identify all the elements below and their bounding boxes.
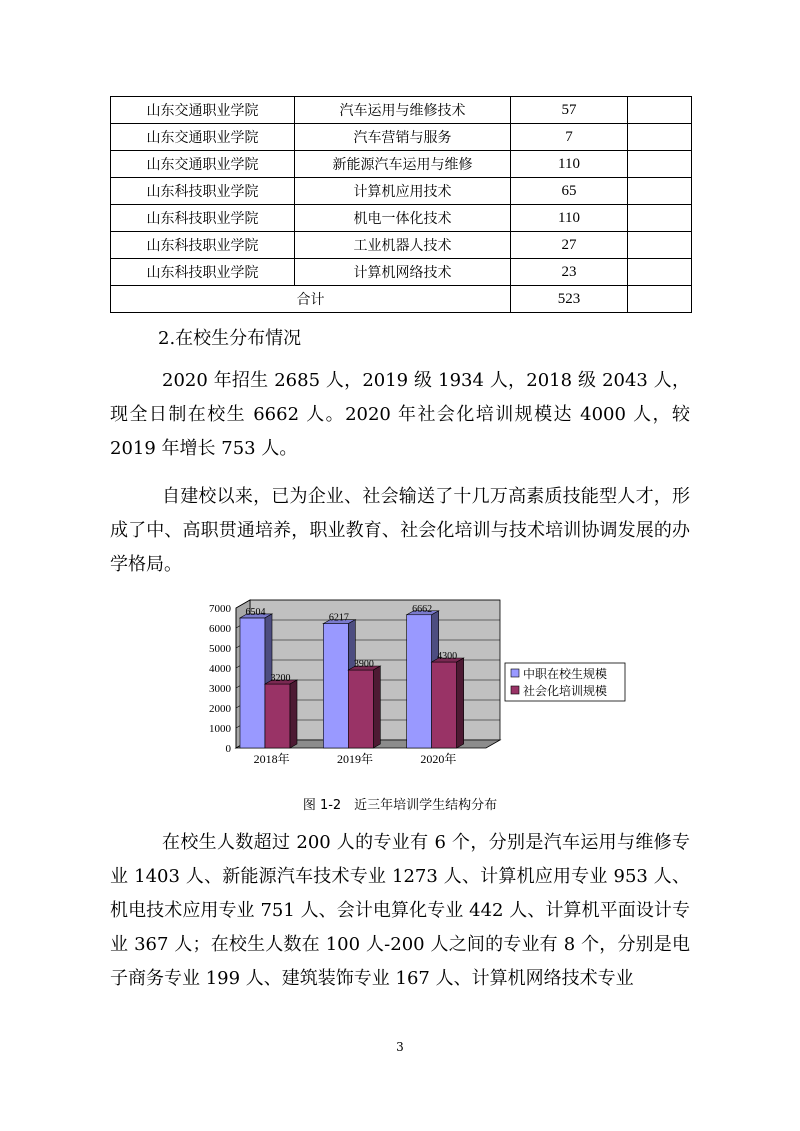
major-cell: 汽车运用与维修技术	[295, 97, 511, 124]
y-tick-label: 0	[225, 743, 231, 755]
table-row	[111, 205, 692, 232]
school-cell: 山东交通职业学院	[111, 151, 295, 178]
table-row	[111, 97, 692, 124]
major-cell: 工业机器人技术	[295, 232, 511, 259]
data-label: 6504	[245, 606, 266, 618]
bar	[407, 615, 432, 748]
bar-side	[373, 666, 380, 748]
bar	[432, 662, 457, 748]
note-cell	[628, 205, 692, 232]
note-cell	[628, 259, 692, 286]
count-cell: 23	[511, 259, 628, 286]
x-tick-label: 2019年	[336, 752, 374, 766]
total-row	[111, 286, 692, 313]
school-cell: 山东科技职业学院	[111, 259, 295, 286]
total-label: 合计	[111, 286, 511, 313]
y-tick-label: 1000	[209, 723, 231, 735]
legend-label: 社会化培训规模	[523, 684, 608, 698]
total-value: 523	[511, 286, 628, 313]
school-cell: 山东科技职业学院	[111, 232, 295, 259]
x-tick-label: 2020年	[420, 752, 457, 766]
y-tick-label: 6000	[209, 623, 231, 635]
paragraph-history: 自建校以来，已为企业、社会输送了十几万高素质技能型人才，形成了中、高职贯通培养，职业教育、社会化培训与技术培训协调发展的办学格局。	[110, 486, 690, 575]
major-cell: 汽车营销与服务	[295, 124, 511, 151]
y-tick-label: 5000	[209, 643, 231, 655]
table-row	[111, 178, 692, 205]
bar	[323, 624, 348, 748]
bar	[240, 618, 265, 748]
count-cell: 57	[511, 97, 628, 124]
legend-swatch	[511, 686, 519, 694]
y-tick-label: 7000	[209, 603, 231, 615]
table-row	[111, 124, 692, 151]
y-tick-label: 3000	[209, 683, 231, 695]
count-cell: 110	[511, 205, 628, 232]
note-cell	[628, 178, 692, 205]
paragraph-majors: 在校生人数超过 200 人的专业有 6 个，分别是汽车运用与维修专业 1403 人、新能源汽车技术专业 1273 人、计算机应用专业 953 人、机电技术应用专业 751 人、会计电算化专业 442 人、计算机平面设计专业 367 人；在校生人数在 100 人-200 人之间的专业有 8 个，分别是电子商务专业 199 人、建筑装饰专业 167 人、计算机网络技术专业	[110, 832, 690, 989]
bar-side	[290, 680, 297, 748]
data-table	[110, 96, 692, 313]
table-row	[111, 151, 692, 178]
page-number: 3	[396, 1040, 404, 1054]
data-label: 4300	[437, 651, 458, 662]
data-label: 3900	[353, 659, 374, 670]
y-tick-label: 4000	[209, 663, 231, 675]
school-cell: 山东科技职业学院	[111, 205, 295, 232]
x-tick-label: 2018年	[253, 752, 290, 766]
major-cell: 机电一体化技术	[295, 205, 511, 232]
bar-side	[457, 658, 464, 748]
data-label: 6662	[412, 603, 433, 615]
major-cell: 计算机网络技术	[295, 259, 511, 286]
table-row	[111, 232, 692, 259]
note-cell	[628, 124, 692, 151]
paragraph-enrollment: 2020 年招生 2685 人，2019 级 1934 人，2018 级 2043 人，现全日制在校生 6662 人。2020 年社会化培训规模达 4000 人，较 2019 年增长 753 人。	[110, 370, 690, 459]
figure-caption: 图 1-2 近三年培训学生结构分布	[302, 798, 498, 813]
note-cell	[628, 232, 692, 259]
school-cell: 山东科技职业学院	[111, 178, 295, 205]
table-row	[111, 259, 692, 286]
section-heading: 2.在校生分布情况	[158, 328, 302, 349]
legend-label: 中职在校生规模	[523, 667, 608, 681]
school-cell: 山东交通职业学院	[111, 124, 295, 151]
major-cell: 新能源汽车运用与维修	[295, 151, 511, 178]
enrollment-bar-chart	[188, 596, 633, 774]
bar	[265, 684, 290, 748]
data-label: 6217	[328, 612, 349, 624]
y-tick-label: 2000	[209, 703, 231, 715]
count-cell: 110	[511, 151, 628, 178]
major-cell: 计算机应用技术	[295, 178, 511, 205]
count-cell: 7	[511, 124, 628, 151]
total-note	[628, 286, 692, 313]
count-cell: 27	[511, 232, 628, 259]
data-label: 3200	[270, 673, 291, 684]
note-cell	[628, 97, 692, 124]
bar	[348, 670, 373, 748]
school-cell: 山东交通职业学院	[111, 97, 295, 124]
note-cell	[628, 151, 692, 178]
count-cell: 65	[511, 178, 628, 205]
legend-swatch	[511, 669, 519, 677]
